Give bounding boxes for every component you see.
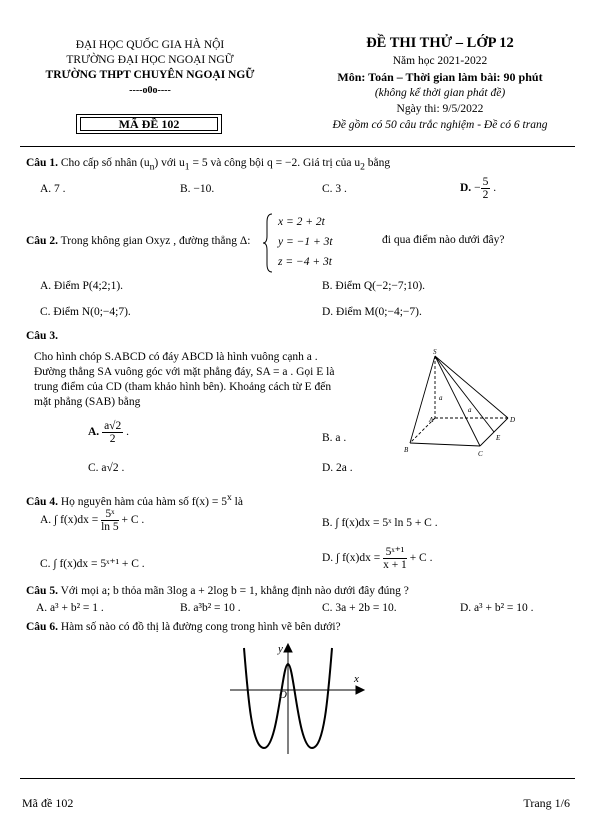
label-edge-a1: a [439, 394, 443, 402]
q1-text2: ) với u [154, 157, 185, 169]
q5-option-c[interactable]: C. 3a + 2b = 10. [322, 602, 397, 614]
header-exam-block [300, 34, 580, 133]
q4-d-fraction [383, 546, 407, 571]
q1-text4: bằng [364, 157, 391, 169]
q1-option-c[interactable]: C. 3 . [322, 183, 347, 195]
subject-duration: – Thời gian làm bài: 90 phút [393, 70, 543, 84]
exam-code-box [76, 114, 222, 134]
question-4 [26, 490, 243, 510]
header-divider [20, 146, 575, 147]
footer-exam-code: Mã đề 102 [22, 796, 74, 810]
question-5 [26, 584, 409, 599]
q3-body-line-3: trung điểm của CD (tham khảo hình bên). Khoảng cách từ E đến [34, 381, 332, 393]
q3-body-line-1: Cho hình chóp S.ABCD có đáy ABCD là hình vuông cạnh a . [34, 351, 318, 363]
q2-label: Câu 2. [26, 235, 58, 247]
q3-a-fraction [102, 420, 123, 445]
exam-title: ĐỀ THI THỬ – LỚP 12 [366, 35, 514, 51]
q5-option-d[interactable]: D. a³ + b² = 10 . [460, 602, 534, 614]
q5-label: Câu 5. [26, 585, 58, 597]
q4-a-pre: A. ∫ f(x)dx = [40, 514, 99, 527]
q4-option-d[interactable] [322, 546, 432, 571]
q2-text-end: đi qua điểm nào dưới đây? [382, 234, 505, 246]
q4-option-b[interactable]: B. ∫ f(x)dx = 5ˣ ln 5 + C . [322, 517, 438, 529]
q3-option-a[interactable]: A. $\frac{a√2}{2}$ . [88, 420, 129, 445]
q2-eq-y: y = −1 + 3t [278, 236, 333, 248]
q4-d-num: 5ˣ⁺¹ [383, 546, 407, 559]
q3-body-line-2: Đường thẳng SA vuông góc với mặt phẳng đáy, SA = a . Gọi E là [34, 366, 335, 378]
q5-text: Với mọi a; b thỏa mãn 3log a + 2log b = 1, khẳng định nào dưới đây đúng ? [60, 585, 409, 597]
q1-label: Câu 1. [26, 157, 58, 169]
q1-text3: = 5 và công bội q = −2. Giá trị của u [189, 157, 361, 169]
label-s: S [433, 348, 437, 356]
subject-line [300, 69, 580, 86]
time-note: (không kể thời gian phát đề) [374, 87, 506, 99]
q2-text: Trong không gian Oxyz , đường thẳng Δ: [60, 235, 251, 247]
label-e: E [496, 434, 501, 442]
label-edge-a2: a [468, 406, 472, 414]
exam-code: MÃ ĐỀ 102 [118, 117, 180, 131]
question-1: Câu 1. Cho cấp số nhân $(u_n)$ với $u_1 = 5$ và công bội q = −2. Giá trị của $u_2$ bằng [26, 157, 391, 173]
q3-a-den: 2 [109, 433, 116, 445]
q3-a-label: A. [88, 426, 100, 439]
q4-a-fraction [101, 508, 119, 533]
q5-option-b[interactable]: B. a³b² = 10 . [180, 602, 241, 614]
q4-d-den: x + 1 [383, 559, 407, 571]
school-name: TRƯỜNG THPT CHUYÊN NGOẠI NGỮ [45, 69, 255, 81]
q6-label: Câu 6. [26, 621, 58, 633]
q4-text-end: là [231, 495, 243, 508]
q3-a-num: a√2 [104, 420, 122, 432]
q2-option-b[interactable]: B. Điểm Q(−2;−7;10). [322, 280, 426, 292]
q4-option-c[interactable]: C. ∫ f(x)dx = 5ˣ⁺¹ + C . [40, 558, 145, 570]
q4-d-pre: D. ∫ f(x)dx = [322, 552, 381, 565]
exam-structure: Đề gồm có 50 câu trắc nghiệm - Đề có 6 trang [332, 119, 548, 131]
q1-d-label: D. [460, 182, 472, 195]
origin-label: O [279, 689, 287, 701]
q4-label: Câu 4. [26, 495, 58, 508]
footer-divider [20, 778, 575, 779]
subject-label: Môn: Toán [337, 70, 394, 84]
q5-option-a[interactable]: A. a³ + b² = 1 . [36, 602, 104, 614]
axis-x-label: x [354, 673, 359, 685]
q2-option-c[interactable]: C. Điểm N(0;−4;7). [40, 306, 131, 318]
q3-option-b[interactable]: B. a . [322, 432, 347, 444]
q3-body-line-4: mặt phẳng (SAB) bằng [34, 396, 141, 408]
q1-d-fraction [481, 176, 491, 201]
q4-option-a[interactable] [40, 508, 144, 533]
question-2 [26, 234, 251, 249]
q4-text: Họ nguyên hàm của hàm số f(x) = 5 [60, 495, 227, 508]
q4-d-post: + C . [409, 552, 433, 565]
q6-text: Hàm số nào có đồ thị là đường cong trong hình vẽ bên dưới? [60, 621, 341, 633]
q3-option-c[interactable]: C. a√2 . [88, 462, 125, 474]
header-ornament: ----o0o---- [129, 85, 171, 96]
label-a: A [429, 416, 434, 424]
q1-text: Cho cấp số nhân (u [60, 157, 150, 169]
pyramid-figure [400, 348, 525, 460]
university-name: ĐẠI HỌC QUỐC GIA HÀ NỘI [75, 39, 225, 51]
school-year: Năm học 2021-2022 [392, 55, 488, 67]
footer-page-number: Trang 1/6 [523, 796, 570, 810]
exam-date: Ngày thi: 9/5/2022 [396, 103, 484, 115]
header-school-block [20, 38, 280, 98]
q1-option-b[interactable]: B. −10. [180, 183, 215, 195]
q2-option-a[interactable]: A. Điểm P(4;2;1). [40, 280, 124, 292]
q4-a-den: ln 5 [101, 521, 119, 533]
axis-y-label: y [278, 643, 283, 655]
faculty-name: TRƯỜNG ĐẠI HỌC NGOẠI NGỮ [66, 54, 234, 66]
q3-label: Câu 3. [26, 330, 58, 342]
q3-body [34, 350, 394, 410]
q4-a-post: + C . [121, 514, 145, 527]
q2-brace [262, 212, 274, 274]
q1-option-a[interactable]: A. 7 . [40, 183, 66, 195]
q1-option-d[interactable]: D. − $\frac{5}{2}$ . [460, 176, 497, 201]
q4-a-num: 5ˣ [101, 508, 119, 521]
q1-d-den: 2 [482, 189, 489, 201]
q2-eq-x: x = 2 + 2t [278, 216, 325, 228]
question-6 [26, 620, 341, 635]
q2-system [278, 212, 333, 272]
q2-eq-z: z = −4 + 3t [278, 256, 332, 268]
q4-sup: x [227, 492, 232, 503]
q1-d-num: 5 [482, 176, 489, 188]
q6-graph [222, 640, 372, 758]
label-b: B [404, 446, 409, 454]
label-c: C [478, 450, 483, 458]
label-d: D [510, 416, 516, 424]
q3-option-d[interactable]: D. 2a . [322, 462, 353, 474]
q2-option-d[interactable]: D. Điểm M(0;−4;−7). [322, 306, 422, 318]
